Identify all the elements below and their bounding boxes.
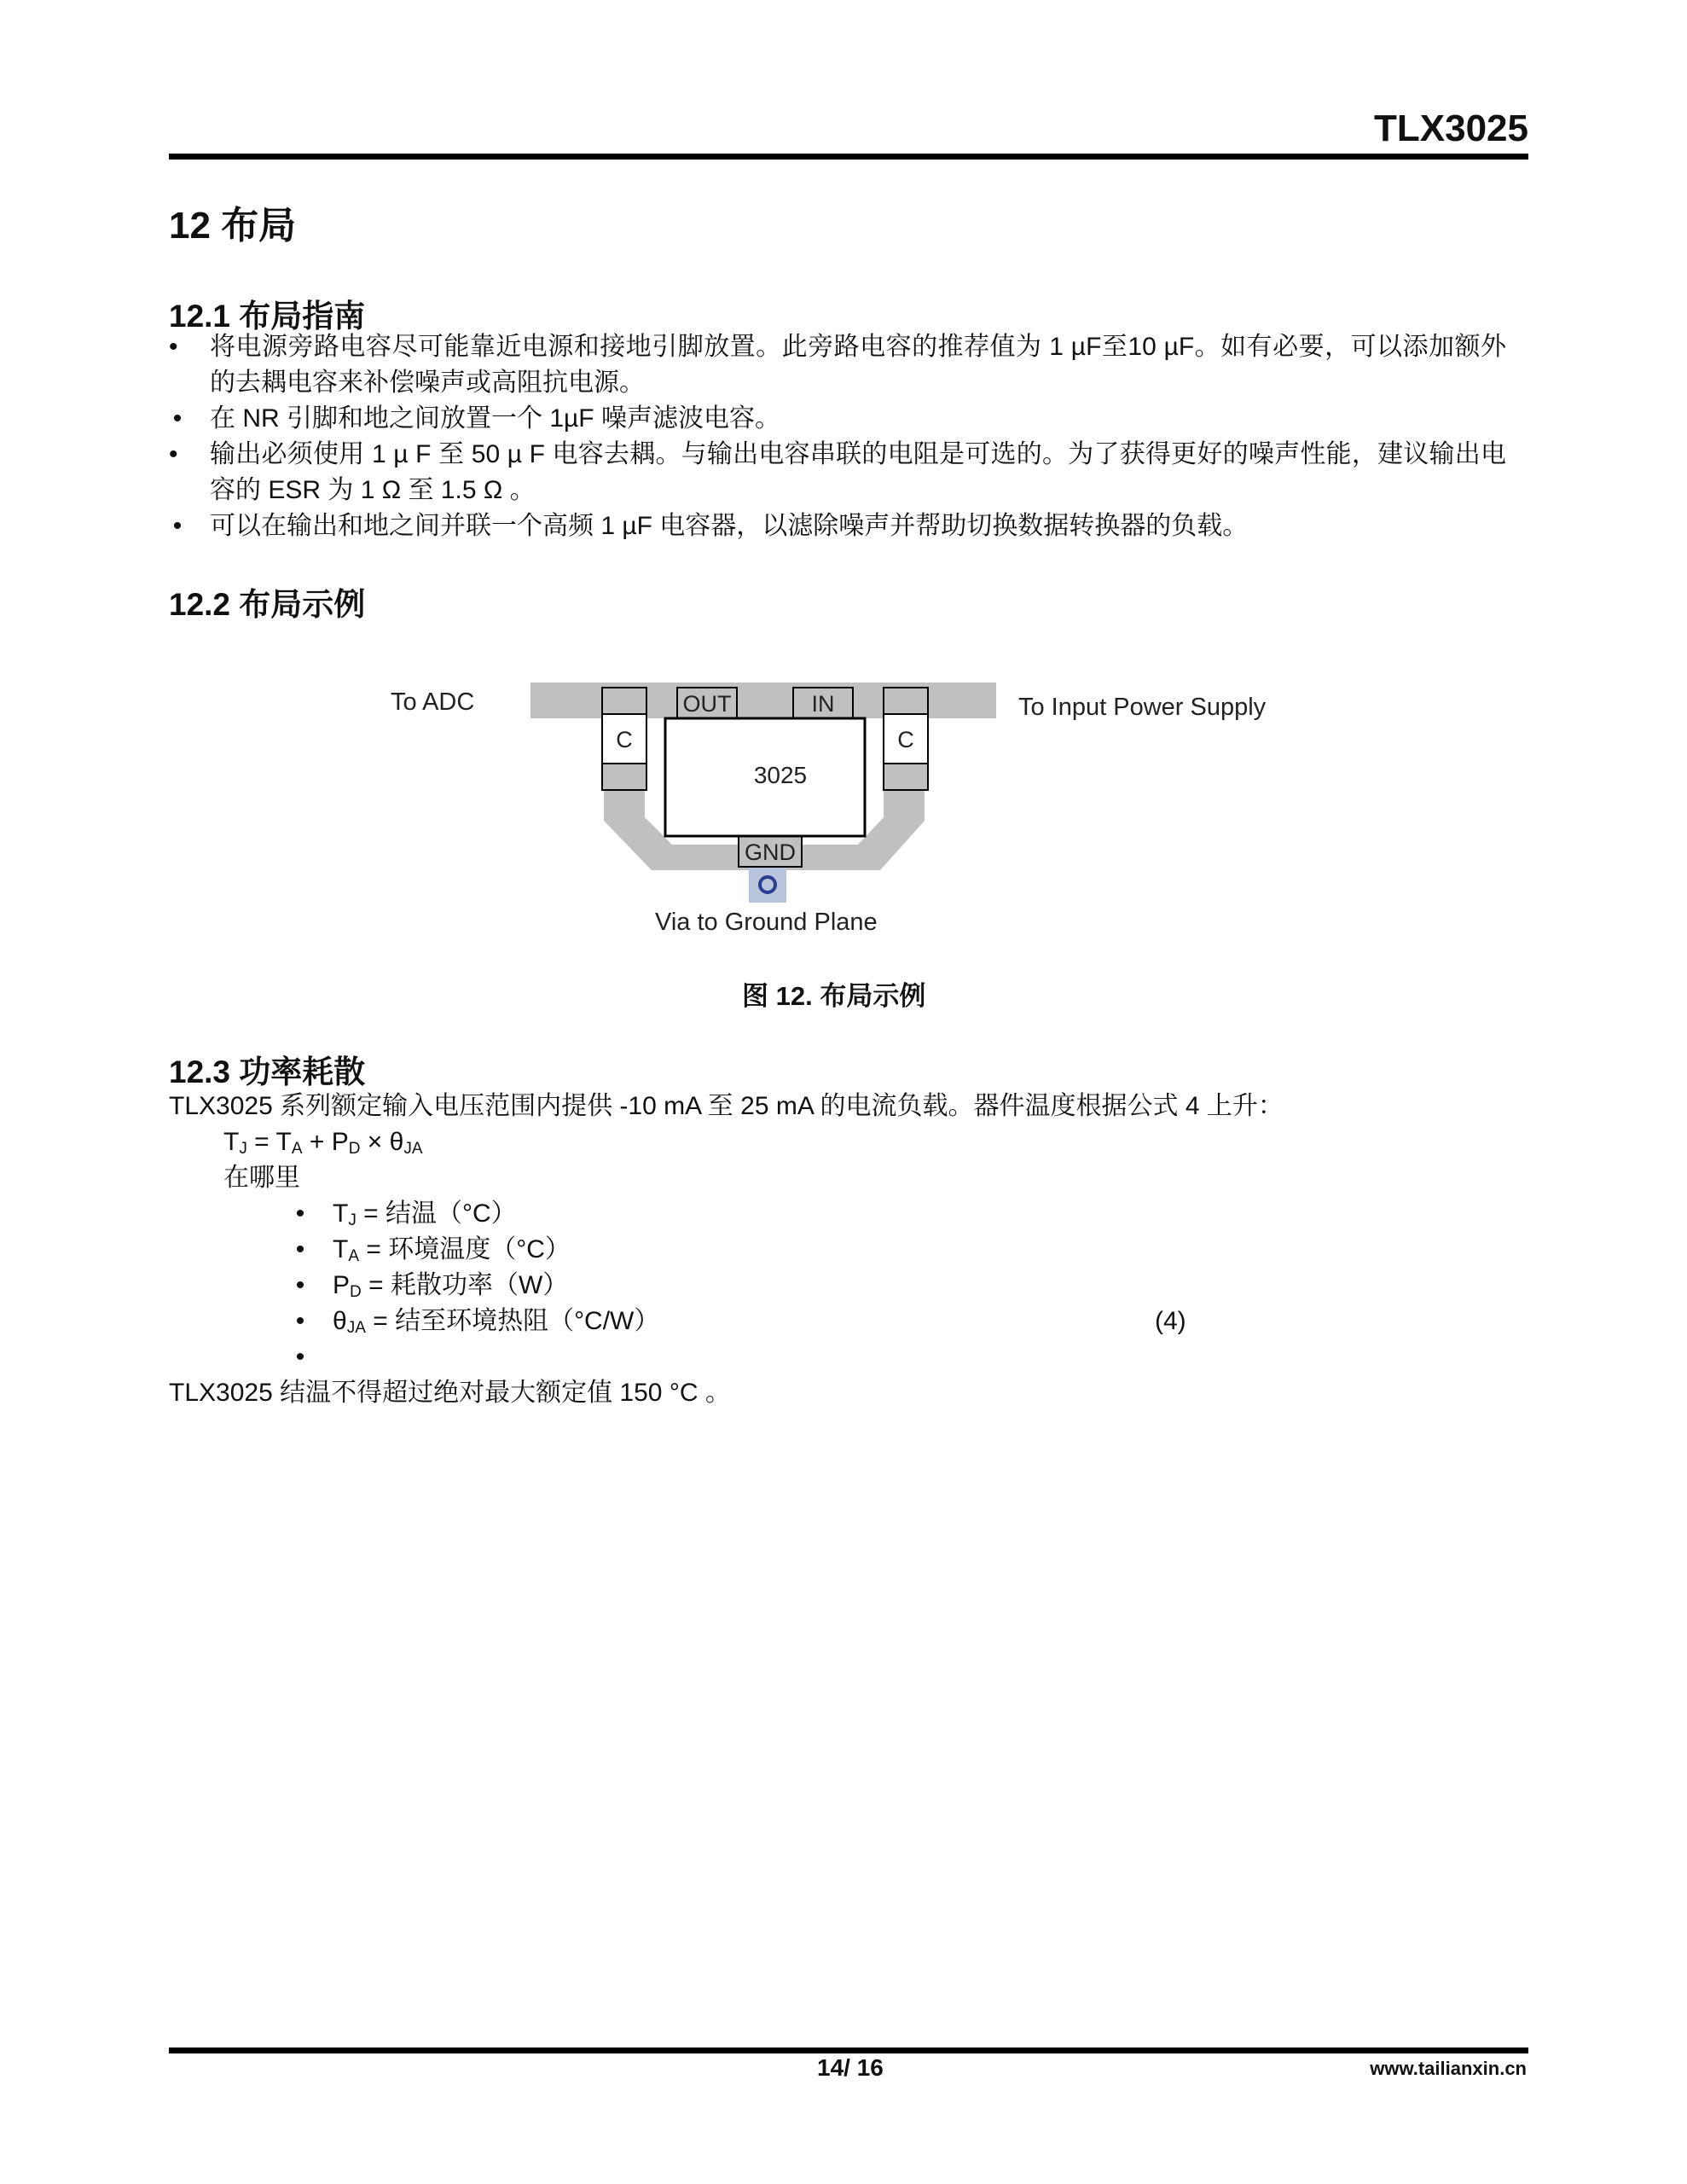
document-id: TLX3025 (1374, 107, 1528, 149)
footer-rule (169, 2048, 1528, 2053)
caption-number: 12. (775, 981, 813, 1011)
list-item-text: 可以在输出和地之间并联一个高频 1 µF 电容器，以滤除噪声并帮助切换数据转换器的负载。 (210, 512, 1249, 540)
list-item: • $T_J$ = 结温（°C） (295, 1199, 517, 1229)
power-intro-text: TLX3025 系列额定输入电压范围内提供 -10 mA 至 25 mA 的电流负载。器件温度根据公式 4 上升： (169, 1092, 1284, 1120)
section-number: 12.1 (169, 299, 231, 334)
gnd-pin-label: GND (745, 839, 796, 865)
list-item: • (295, 1343, 305, 1371)
junction-temp-formula: $T_J = T_A + P_D \times \theta_{JA}$ (223, 1128, 423, 1158)
page-number: 14/ 16 (817, 2054, 884, 2081)
figure-caption (742, 974, 925, 1013)
section-title: 功率耗散 (239, 1054, 366, 1089)
formula-variable-list (292, 1196, 1230, 1375)
via-label: Via to Ground Plane (655, 909, 878, 936)
left-cap-label: C (616, 727, 633, 752)
list-item: • 在 NR 引脚和地之间放置一个 1µF 噪声滤波电容。 (172, 404, 780, 433)
equation-number: (4) (1155, 1307, 1186, 1335)
in-pin-label: IN (811, 691, 835, 717)
to-input-label: To Input Power Supply (1018, 694, 1267, 721)
section-number: 12.2 (169, 587, 231, 622)
list-item: • $T_A$ = 环境温度（°C） (295, 1235, 571, 1265)
left-cap-bottom-pad (603, 764, 646, 789)
conclusion-text: TLX3025 结温不得超过绝对最大额定值 150 °C 。 (169, 1379, 731, 1407)
out-pin-label: OUT (682, 691, 732, 717)
list-item: • $P_D$ = 耗散功率（W） (295, 1271, 569, 1301)
caption-prefix: 图 (742, 981, 768, 1011)
via-pad (749, 867, 786, 903)
list-item: • 将电源旁路电容尽可能靠近电源和接地引脚放置。此旁路电容的推荐值为 1 µF至10 µF。如有必要，可以添加额外的去耦电容来补偿噪声或高阻抗电源。 (169, 333, 1506, 397)
right-cap-bottom-pad (884, 764, 927, 789)
list-item: • $\theta_{JA}$ = 结至环境热阻（°C/W） (295, 1307, 660, 1337)
list-item-text: 输出必须使用 1 µ F 至 50 µ F 电容去耦。与输出电容串联的电阻是可选的。为了获得更好的噪声性能，建议输出电容的 ESR 为 1 Ω 至 1.5 Ω 。 (210, 440, 1506, 504)
list-item: • 输出必须使用 1 µ F 至 50 µ F 电容去耦。与输出电容串联的电阻是可选的。为了获得更好的噪声性能，建议输出电容的 ESR 为 1 Ω 至 1.5 Ω 。 (169, 440, 1506, 504)
right-cap-top-pad (884, 688, 927, 714)
caption-text: 布局示例 (820, 981, 926, 1011)
section-number: 12.3 (169, 1054, 231, 1089)
layout-example-diagram (0, 0, 1687, 956)
section-title: 布局指南 (239, 299, 366, 334)
list-item-text: 在 NR 引脚和地之间放置一个 1µF 噪声滤波电容。 (210, 404, 780, 433)
list-item: • 可以在输出和地之间并联一个高频 1 µF 电容器，以滤除噪声并帮助切换数据转换器的负载。 (172, 512, 1249, 540)
section-title: 布局 (221, 205, 297, 247)
to-adc-label: To ADC (391, 688, 475, 716)
where-label: 在哪里 (223, 1164, 300, 1192)
section-12-3-heading (169, 1046, 365, 1092)
list-item-text: 将电源旁路电容尽可能靠近电源和接地引脚放置。此旁路电容的推荐值为 1 µF至10 µF。如有必要，可以添加额外的去耦电容来补偿噪声或高阻抗电源。 (210, 333, 1506, 397)
website-url: www.tailianxin.cn (1370, 2058, 1527, 2079)
right-cap-label: C (897, 727, 914, 752)
section-title: 布局示例 (239, 587, 366, 622)
left-cap-top-pad (603, 688, 646, 714)
chip-label: 3025 (753, 762, 808, 788)
section-number: 12 (169, 205, 211, 247)
